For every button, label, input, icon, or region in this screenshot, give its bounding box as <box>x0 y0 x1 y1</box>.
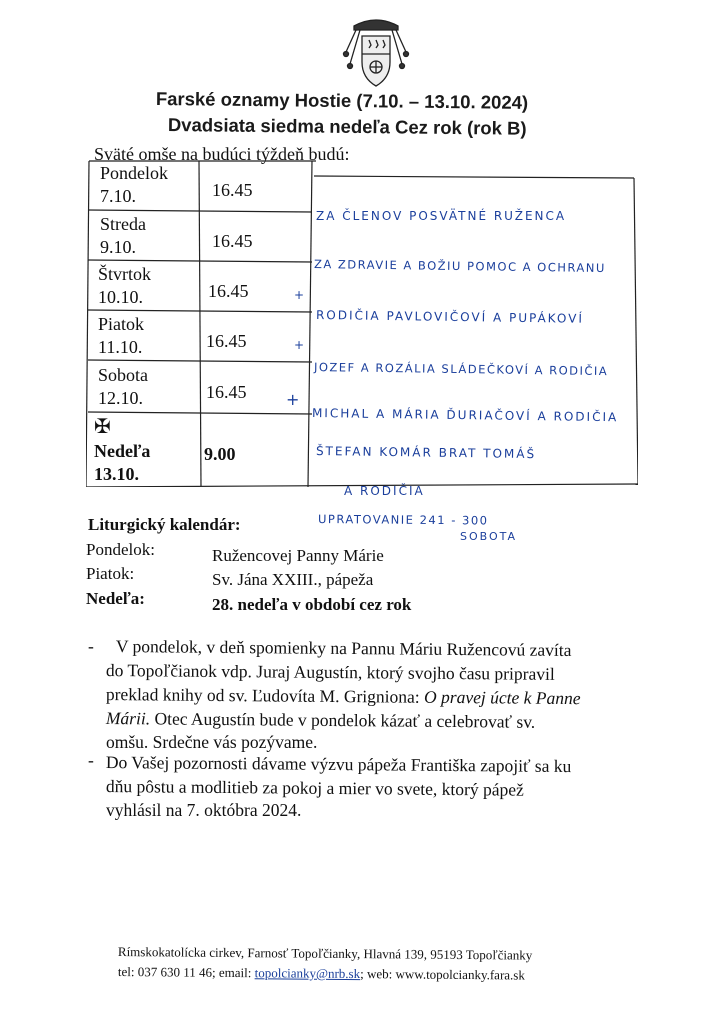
time-cell: 9.00 <box>204 444 236 464</box>
handwritten-intention: RODIČIA PAVLOVIČOVÍ A PUPÁKOVÍ <box>315 308 585 326</box>
announcement-line: Márii. Otec Augustín bude v pondelok kázať a celebrovať sv. <box>105 707 536 732</box>
calendar-feast: 28. nedeľa v období cez rok <box>212 595 412 614</box>
calendar-title: Liturgický kalendár: <box>88 515 241 534</box>
handwritten-intention: MICHAL A MÁRIA ĎURIAČOVÍ A RODIČIA <box>311 406 619 425</box>
deceased-mark: + <box>294 288 307 302</box>
time-cell: 16.45 <box>208 281 249 301</box>
maltese-cross-icon: ✠ <box>94 416 111 438</box>
time-cell: 16.45 <box>212 231 253 251</box>
calendar-day: Piatok: <box>86 564 135 583</box>
book-title-cont: Márii. <box>105 707 151 729</box>
calendar-day: Nedeľa: <box>86 589 145 608</box>
announcement-line: vyhlásil na 7. októbra 2024. <box>106 800 302 820</box>
handwritten-intention: JOZEF A ROZÁLIA SLÁDEČKOVÍ A RODIČIA <box>313 360 609 379</box>
announcement-line: omšu. Srdečne vás pozývame. <box>106 732 318 752</box>
book-title: O pravej úcte k Panne <box>424 686 581 709</box>
handwritten-cleaning-note: UPRATOVANIE 241 - 300 <box>317 512 489 528</box>
announcement-line: do Topoľčianok vdp. Juraj Augustín, ktorý svojho času pripravil <box>105 659 555 684</box>
footer-address: Rímskokatolícka cirkev, Farnosť Topoľčianky, Hlavná 139, 95193 Topoľčianky <box>117 944 533 963</box>
day-cell: Sobota 12.10. <box>98 365 149 408</box>
time-cell: 16.45 <box>206 331 247 351</box>
handwritten-intention: ŠTEFAN KOMÁR BRAT TOMÁŠ <box>315 444 537 462</box>
handwritten-intention-cont: A RODIČIA <box>344 484 425 498</box>
time-cell: 16.45 <box>206 382 247 402</box>
parish-crest-logo <box>340 12 412 90</box>
handwritten-intention: ZA ZDRAVIE A BOŽIU POMOC A OCHRANU <box>313 257 606 276</box>
page-title: Farské oznamy Hostie (7.10. – 13.10. 2024) <box>155 88 529 113</box>
schedule-intro: Sväté omše na budúci týždeň budú: <box>94 144 350 164</box>
handwritten-cleaning-day: SOBOTA <box>460 530 518 543</box>
day-cell: Nedeľa 13.10. <box>94 441 151 484</box>
email-link[interactable]: topolcianky@nrb.sk <box>254 965 361 982</box>
page-subtitle: Dvadsiata siedma nedeľa Cez rok (rok B) <box>167 114 527 139</box>
footer-contact: tel: 037 630 11 46; email: topolcianky@nrb.sk; web: www.topolcianky.fara.sk <box>117 964 525 983</box>
bullet-dash: - <box>88 750 94 770</box>
day-cell: Pondelok 7.10. <box>100 163 169 206</box>
announcement-line: Do Vašej pozornosti dávame výzvu pápeža Františka zapojiť sa ku <box>105 751 572 777</box>
calendar-day: Pondelok: <box>86 540 155 559</box>
handwritten-intention: ZA ČLENOV POSVÄTNÉ RUŽENCA <box>316 209 567 223</box>
deceased-mark: + <box>286 390 302 409</box>
calendar-feast: Sv. Jána XXIII., pápeža <box>212 570 374 589</box>
calendar-feast: Ružencovej Panny Márie <box>212 546 384 565</box>
bullet-dash: - <box>88 636 94 656</box>
time-cell: 16.45 <box>212 180 253 200</box>
deceased-mark: + <box>294 338 307 352</box>
announcement-line: V pondelok, v deň spomienky na Pannu Máriu Ružencovú zavíta <box>115 635 572 660</box>
day-cell: Streda 9.10. <box>100 214 146 257</box>
day-cell: Piatok 11.10. <box>98 314 145 357</box>
announcement-line: dňu pôstu a modlitieb za pokoj a mier vo svete, ktorý pápež <box>105 775 524 800</box>
day-cell: Štvrtok 10.10. <box>98 264 152 307</box>
announcement-line: preklad knihy od sv. Ľudovíta M. Grigniona: O pravej úcte k Panne <box>105 683 581 709</box>
